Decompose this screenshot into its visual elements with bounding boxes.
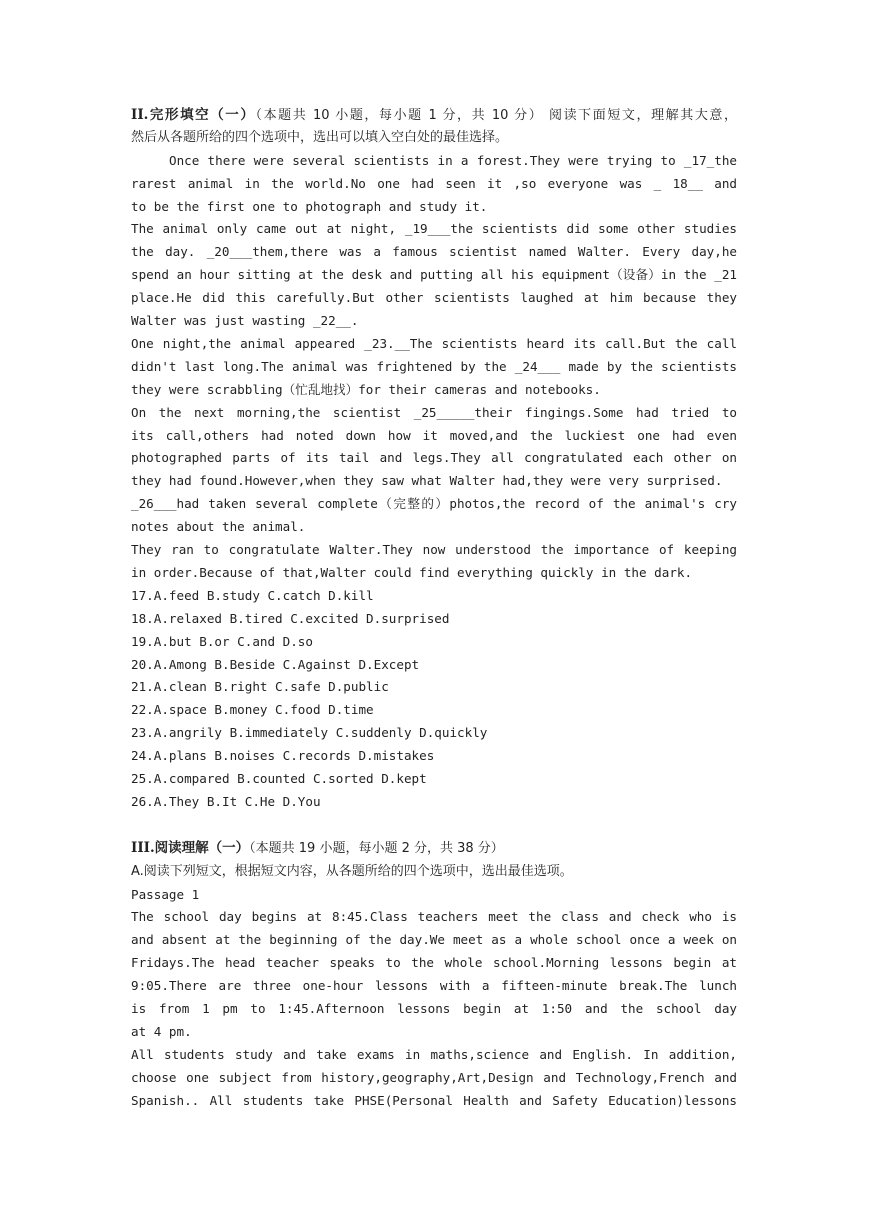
- passage-line: and absent at the beginning of the day.We meet as a whole school once a week on: [131, 932, 737, 948]
- cloze-instruction-2: 然后从各题所给的四个选项中，选出可以填入空白处的最佳选择。: [131, 129, 509, 145]
- cloze-line: One night,the animal appeared _23.__The scientists heard its call.But the call: [131, 335, 737, 351]
- option-line: 21.A.clean B.right C.safe D.public: [131, 679, 389, 695]
- cloze-line: place.He did this carefully.But other scientists laughed at him because they: [131, 290, 737, 306]
- option-line: 26.A.They B.It C.He D.You: [131, 793, 321, 809]
- document-page: [131, 104, 737, 1113]
- cloze-heading: [131, 104, 737, 127]
- option-line: 22.A.space B.money C.food D.time: [131, 702, 374, 718]
- reading-instruction-2: A.阅读下列短文，根据短文内容，从各题所给的四个选项中，选出最佳选项。: [131, 863, 573, 879]
- cloze-title: II.完形填空（一）: [131, 107, 256, 123]
- option-line: 19.A.but B.or C.and D.so: [131, 633, 313, 649]
- option-line: 24.A.plans B.noises C.records D.mistakes: [131, 748, 435, 764]
- cloze-line: photographed parts of its tail and legs.They all congratulated each other on: [131, 450, 737, 466]
- cloze-line: The animal only came out at night, _19___the scientists did some other studies: [131, 221, 737, 237]
- cloze-line: rarest animal in the world.No one had seen it ,so everyone was _ 18__ and: [131, 175, 737, 191]
- passage-line: at 4 pm.: [131, 1023, 192, 1039]
- cloze-line: in order.Because of that,Walter could find everything quickly in the dark.: [131, 564, 693, 580]
- cloze-line: to be the first one to photograph and study it.: [131, 198, 488, 214]
- reading-title: III.阅读理解（一）: [131, 839, 250, 856]
- reading-instruction-1: （本题共 19 小题，每小题 2 分，共 38 分）: [249, 840, 504, 856]
- option-line: 25.A.compared B.counted C.sorted D.kept: [131, 771, 427, 787]
- option-line: 23.A.angrily B.immediately C.suddenly D.quickly: [131, 725, 488, 741]
- passage-line: is from 1 pm to 1:45.Afternoon lessons begin at 1:50 and the school day: [131, 1001, 737, 1017]
- cloze-line: They ran to congratulate Walter.They now understood the importance of keeping: [131, 542, 737, 558]
- cloze-line: Walter was just wasting _22__.: [131, 313, 359, 329]
- cloze-line: the day. _20___them,there was a famous scientist named Walter. Every day,he: [131, 244, 737, 260]
- cloze-line: notes about the animal.: [131, 519, 306, 535]
- cloze-line: its call,others had noted down how it moved,and the luckiest one had even: [131, 427, 737, 443]
- cloze-line: _26___had taken several complete（完整的）photos,the record of the animal's cry: [131, 496, 737, 512]
- passage-line: Spanish.. All students take PHSE(Personal Health and Safety Education)lessons: [131, 1092, 737, 1108]
- cloze-line: didn't last long.The animal was frightened by the _24___ made by the scientists: [131, 358, 737, 374]
- passage-label: Passage 1: [131, 886, 200, 902]
- passage-line: 9:05.There are three one-hour lessons with a fifteen-minute break.The lunch: [131, 978, 737, 994]
- passage-line: Fridays.The head teacher speaks to the whole school.Morning lessons begin at: [131, 955, 737, 971]
- cloze-instruction-1: （本题共 10 小题，每小题 1 分，共 10 分） 阅读下面短文，理解其大意，: [255, 108, 737, 123]
- option-line: 20.A.Among B.Beside C.Against D.Except: [131, 656, 420, 672]
- cloze-line: On the next morning,the scientist _25_____their fingings.Some had tried to: [131, 404, 737, 420]
- cloze-line: Once there were several scientists in a forest.They were trying to _17_the: [169, 152, 737, 168]
- option-line: 17.A.feed B.study C.catch D.kill: [131, 587, 374, 603]
- cloze-line: they had found.However,when they saw what Walter had,they were very surprised.: [131, 473, 723, 489]
- option-line: 18.A.relaxed B.tired C.excited D.surprised: [131, 610, 450, 626]
- passage-line: choose one subject from history,geography,Art,Design and Technology,French and: [131, 1069, 737, 1085]
- reading-heading: [131, 837, 737, 861]
- passage-line: The school day begins at 8:45.Class teachers meet the class and check who is: [131, 909, 737, 925]
- cloze-line: spend an hour sitting at the desk and putting all his equipment（设备）in the _21: [131, 267, 737, 283]
- passage-line: All students study and take exams in maths,science and English. In addition,: [131, 1046, 737, 1062]
- section-spacer: [131, 814, 737, 837]
- cloze-line: they were scrabbling（忙乱地找）for their cameras and notebooks.: [131, 381, 601, 397]
